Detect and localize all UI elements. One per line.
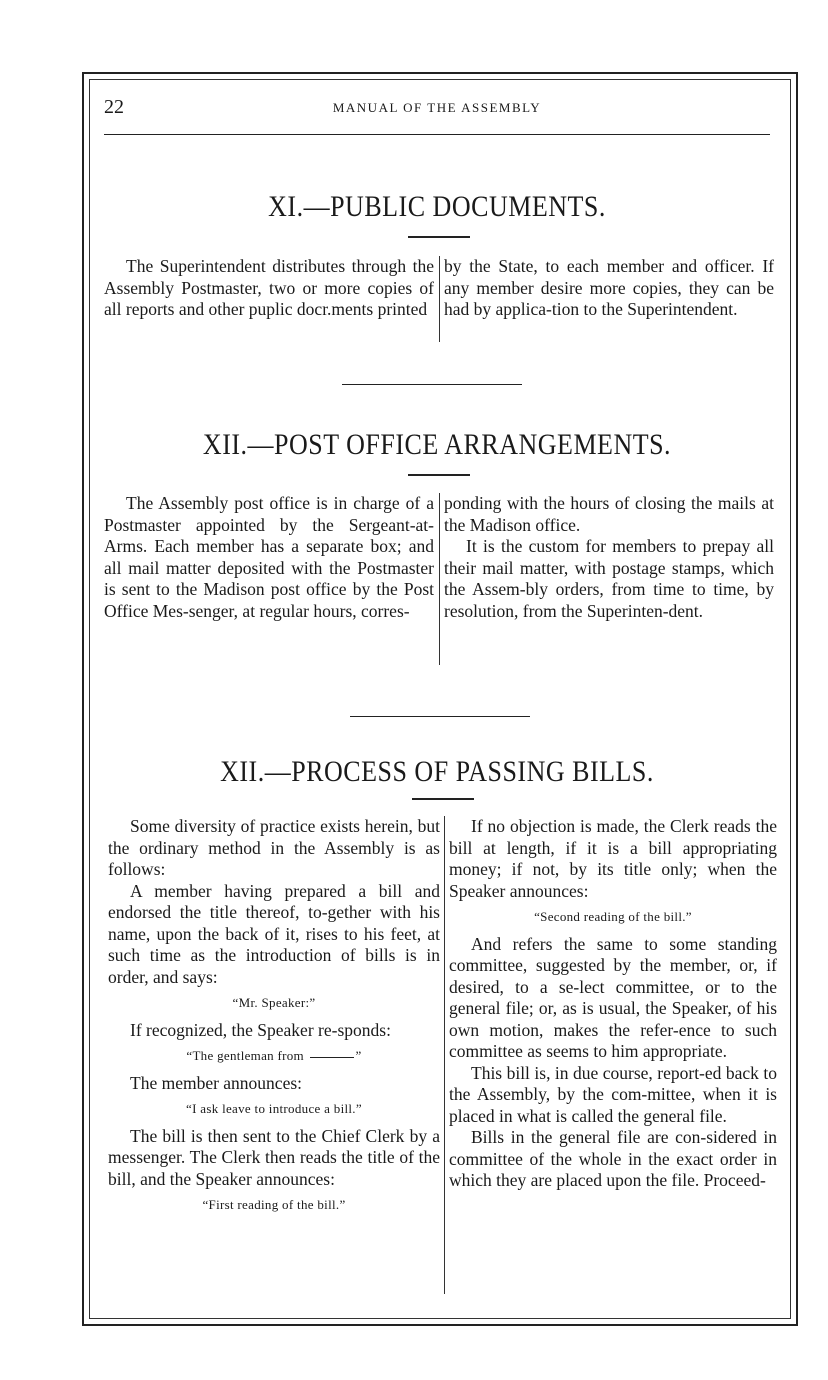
paragraph: This bill is, in due course, report-ed back to the Assembly, by the com-mittee, when it is placed in what is called the general file. [449,1062,777,1126]
paragraph: ponding with the hours of closing the mails at the Madison office. [444,493,774,535]
post-office-left-column [104,493,434,622]
section-separator [342,384,522,385]
section-rule [408,474,470,476]
paragraph: Some diversity of practice exists herein, but the ordinary method in the Assembly is as follows: [108,816,440,879]
paragraph: If recognized, the Speaker re-sponds: [130,1019,391,1040]
paragraph: It is the custom for members to prepay all their mail matter, with postage stamps, which the Assem-bly orders, from time to time, by resolution, from the Superinten-dent. [444,536,774,621]
section-separator [350,716,530,717]
column-divider [439,256,440,342]
quotation: “First reading of the bill.” [202,1197,346,1212]
page-number: 22 [104,96,124,118]
section-rule [408,236,470,238]
passing-bills-right-column [449,816,777,1192]
paragraph: Bills in the general file are con-sidered in committee of the whole in the exact order in which they are placed upon the file. Proceed- [449,1127,777,1190]
quotation-end: ” [355,1048,362,1063]
page-header [104,96,770,120]
passing-bills-left-column [108,816,440,1222]
section-title-post-office: XII.—POST OFFICE ARRANGEMENTS. [202,428,672,461]
post-office-right-column [444,493,774,622]
paragraph: And refers the same to some standing committee, suggested by the member, or, if desired, to a se-lect committee, or to the general file; or, as is usual, the Speaker, of his own motion, makes the refer-ence to such committee as seems to him appropriate. [449,933,777,1061]
section-title-passing-bills: XII.—PROCESS OF PASSING BILLS. [220,755,654,788]
quotation [108,1045,440,1067]
column-divider [439,493,440,665]
public-documents-right-column [444,256,774,321]
quotation-start: “The gentleman from [186,1048,304,1063]
quotation: “I ask leave to introduce a bill.” [186,1101,362,1116]
column-divider [444,816,445,1294]
paragraph: The member announces: [130,1072,303,1093]
section-title-public-documents: XI.—PUBLIC DOCUMENTS. [268,190,606,223]
header-rule [104,134,770,135]
paragraph: A member having prepared a bill and endorsed the title thereof, to-gether with his name, upon the back of it, rises to his feet, at such time as the introduction of bills is in order, and says: [108,880,440,987]
blank-line [310,1057,354,1058]
paragraph: The bill is then sent to the Chief Clerk by a messenger. The Clerk then reads the title of the bill, and the Speaker announces: [108,1125,440,1189]
running-head: MANUAL OF THE ASSEMBLY [332,100,542,115]
section-rule [412,798,474,800]
paragraph: by the State, to each member and officer. If any member desire more copies, they can be had by applica-tion to the Superintendent. [444,256,774,319]
paragraph: The Superintendent distributes through the Assembly Postmaster, two or more copies of all reports and other puplic docr.ments printed [104,256,434,319]
paragraph: If no objection is made, the Clerk reads the bill at length, if it is a bill appropriating money; if not, by its title only; when the Speaker announces: [449,816,777,901]
quotation: “Second reading of the bill.” [534,909,692,924]
paragraph: The Assembly post office is in charge of a Postmaster appointed by the Sergeant-at-Arms. Each member has a separate box; and all mail matter deposited with the Postmaster is sent to the Madison post office by the Post Office Mes-senger, at regular hours, corres- [104,493,434,621]
public-documents-left-column [104,256,434,321]
quotation: “Mr. Speaker:” [232,995,316,1010]
